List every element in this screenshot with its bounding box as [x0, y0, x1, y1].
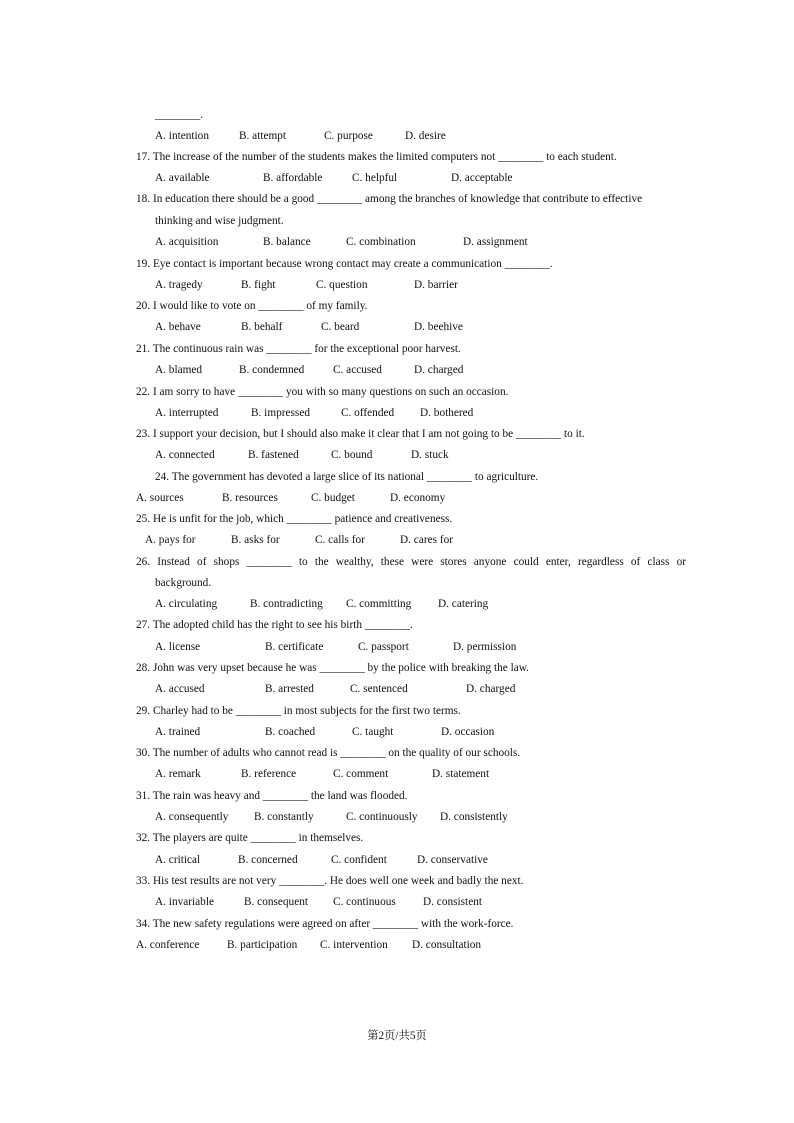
option-d: D. charged [466, 683, 516, 695]
question-stem: 18. In education there should be a good ________ among the branches of knowledge that contribute to effective [136, 193, 643, 205]
option-a: A. sources [136, 492, 184, 504]
option-d: D. assignment [463, 236, 528, 248]
option-a: A. accused [155, 683, 205, 695]
question-stem: 19. Eye contact is important because wrong contact may create a communication ________. [136, 258, 553, 270]
option-b: B. condemned [239, 364, 305, 376]
question-stem: 26. Instead of shops ________ to the wealthy, these were stores anyone could enter, regardless of class or [136, 556, 686, 568]
option-b: B. asks for [231, 534, 280, 546]
option-a: A. critical [155, 854, 201, 866]
option-b: B. resources [222, 492, 278, 504]
option-d: D. statement [432, 768, 490, 780]
q16-option-b: B. attempt [239, 130, 287, 142]
option-c: C. committing [346, 598, 412, 610]
option-b: B. consequent [244, 896, 309, 908]
question-stem: 34. The new safety regulations were agreed on after ________ with the work-force. [136, 918, 514, 930]
option-a: A. invariable [155, 896, 214, 908]
option-a: A. connected [155, 449, 215, 461]
option-b: B. participation [227, 939, 298, 951]
option-c: C. confident [331, 854, 387, 866]
option-c: C. offended [341, 407, 395, 419]
question-stem: 27. The adopted child has the right to see his birth ________. [136, 619, 413, 631]
option-a: A. pays for [145, 534, 196, 546]
option-d: D. consistent [423, 896, 482, 908]
question-stem: 24. The government has devoted a large slice of its national ________ to agriculture. [155, 471, 539, 483]
question-stem: 29. Charley had to be ________ in most subjects for the first two terms. [136, 705, 461, 717]
option-d: D. occasion [441, 726, 495, 738]
option-c: C. comment [333, 768, 389, 780]
option-a: A. behave [155, 321, 201, 333]
option-d: D. catering [438, 598, 489, 610]
option-c: C. question [316, 279, 368, 291]
question-stem: 28. John was very upset because he was ________ by the police with breaking the law. [136, 662, 529, 674]
option-d: D. conservative [417, 854, 488, 866]
option-a: A. circulating [155, 598, 218, 610]
question-stem: 33. His test results are not very ________. He does well one week and badly the next. [136, 875, 524, 887]
q16-blank-fragment: ________. [155, 109, 204, 121]
option-a: A. blamed [155, 364, 203, 376]
option-b: B. balance [263, 236, 311, 248]
question-stem: 21. The continuous rain was ________ for the exceptional poor harvest. [136, 343, 461, 355]
option-b: B. constantly [254, 811, 314, 823]
option-a: A. license [155, 641, 201, 653]
question-stem: 30. The number of adults who cannot read is ________ on the quality of our schools. [136, 747, 521, 759]
option-c: C. combination [346, 236, 416, 248]
option-c: C. bound [331, 449, 373, 461]
option-d: D. permission [453, 641, 517, 653]
option-d: D. consistently [440, 811, 508, 823]
option-b: B. behalf [241, 321, 283, 333]
option-d: D. consultation [412, 939, 482, 951]
option-b: B. coached [265, 726, 316, 738]
option-b: B. reference [241, 768, 297, 780]
option-a: A. consequently [155, 811, 229, 823]
option-a: A. interrupted [155, 407, 219, 419]
option-c: C. calls for [315, 534, 365, 546]
question-stem-continued: background. [155, 577, 212, 589]
option-a: A. available [155, 172, 210, 184]
option-c: C. taught [352, 726, 394, 738]
option-d: D. stuck [411, 449, 449, 461]
option-a: A. remark [155, 768, 201, 780]
question-stem: 22. I am sorry to have ________ you with so many questions on such an occasion. [136, 386, 509, 398]
option-c: C. helpful [352, 172, 398, 184]
question-stem: 25. He is unfit for the job, which ________ patience and creativeness. [136, 513, 453, 525]
option-a: A. tragedy [155, 279, 203, 291]
option-b: B. contradicting [250, 598, 323, 610]
question-stem: 20. I would like to vote on ________ of my family. [136, 300, 368, 312]
question-stem: 23. I support your decision, but I should also make it clear that I am not going to be ________ to it. [136, 428, 585, 440]
option-b: B. concerned [238, 854, 298, 866]
option-b: B. arrested [265, 683, 314, 695]
question-stem: 31. The rain was heavy and ________ the land was flooded. [136, 790, 408, 802]
option-d: D. beehive [414, 321, 463, 333]
option-b: B. certificate [265, 641, 324, 653]
option-b: B. fastened [248, 449, 299, 461]
option-c: C. accused [333, 364, 382, 376]
q16-option-a: A. intention [155, 130, 209, 142]
option-c: C. continuous [333, 896, 396, 908]
option-d: D. economy [390, 492, 446, 504]
option-d: D. bothered [420, 407, 474, 419]
question-stem: 17. The increase of the number of the students makes the limited computers not ________ to each student. [136, 151, 617, 163]
option-c: C. sentenced [350, 683, 408, 695]
option-c: C. continuously [346, 811, 418, 823]
option-a: A. conference [136, 939, 200, 951]
option-a: A. acquisition [155, 236, 219, 248]
question-stem-continued: thinking and wise judgment. [155, 215, 284, 227]
option-c: C. passport [358, 641, 409, 653]
option-d: D. barrier [414, 279, 458, 291]
option-d: D. acceptable [451, 172, 513, 184]
option-c: C. budget [311, 492, 355, 504]
option-b: B. fight [241, 279, 276, 291]
option-b: B. affordable [263, 172, 323, 184]
option-b: B. impressed [251, 407, 310, 419]
page-number-footer: 第2页/共5页 [367, 1030, 427, 1042]
option-c: C. beard [321, 321, 360, 333]
option-a: A. trained [155, 726, 201, 738]
question-stem: 32. The players are quite ________ in themselves. [136, 832, 364, 844]
option-c: C. intervention [320, 939, 388, 951]
option-d: D. cares for [400, 534, 454, 546]
q16-option-c: C. purpose [324, 130, 373, 142]
q16-option-d: D. desire [405, 130, 446, 142]
option-d: D. charged [414, 364, 464, 376]
